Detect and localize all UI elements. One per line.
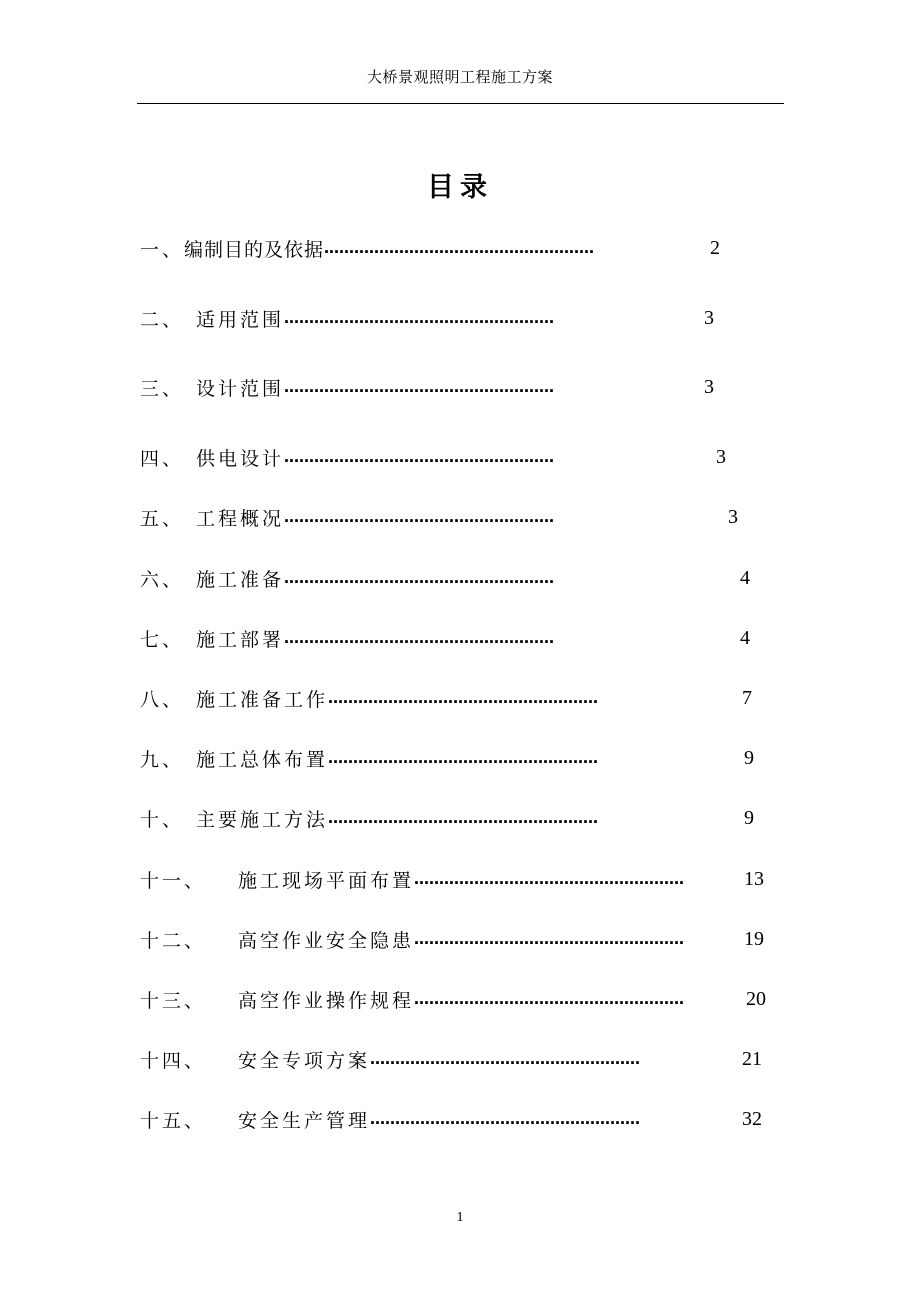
toc-dot-leader: ……………………………………………… [328, 749, 599, 767]
toc-entry-number: 十一、 [140, 869, 207, 892]
page-number: 1 [456, 1210, 464, 1225]
toc-entry-number: 四、 [140, 447, 185, 470]
toc-entry[interactable] [140, 562, 750, 594]
toc-dot-leader: ……………………………………………… [328, 809, 599, 827]
toc-entry[interactable] [140, 742, 754, 774]
toc-entry[interactable] [140, 983, 766, 1015]
toc-entry-page: 4 [740, 566, 750, 589]
toc-entry-title: 适用范围 [196, 308, 285, 331]
toc-entry-page: 3 [704, 306, 714, 329]
toc-entry-page: 13 [744, 867, 764, 890]
toc-entry-title: 施工准备工作 [196, 688, 329, 711]
toc-entry-page: 3 [728, 505, 738, 528]
toc-entry-title: 施工现场平面布置 [238, 869, 415, 892]
toc-entry-page: 4 [740, 626, 750, 649]
toc-entry-page: 20 [746, 987, 766, 1010]
toc-entry-number: 十二、 [140, 929, 207, 952]
toc-entry[interactable] [140, 802, 754, 834]
toc-entry-number: 二、 [140, 308, 185, 331]
toc-entry[interactable] [140, 1043, 762, 1075]
toc-entry[interactable] [140, 441, 726, 473]
toc-entry-title: 施工总体布置 [196, 748, 329, 771]
toc-entry-number: 八、 [140, 688, 185, 711]
toc-entry[interactable] [140, 622, 750, 654]
toc-entry-number: 十五、 [140, 1109, 207, 1132]
toc-entry-number: 六、 [140, 568, 185, 591]
toc-dot-leader: ……………………………………………… [328, 689, 599, 707]
toc-dot-leader: ……………………………………………… [284, 629, 555, 647]
toc-dot-leader: ……………………………………………… [284, 508, 555, 526]
toc-entry-page: 3 [716, 445, 726, 468]
toc-entry-title: 高空作业操作规程 [238, 989, 415, 1012]
toc-entry-number: 十、 [140, 808, 185, 831]
toc-entry-page: 21 [742, 1047, 762, 1070]
toc-dot-leader: ……………………………………………… [414, 870, 685, 888]
toc-dot-leader: ……………………………………………… [284, 448, 555, 466]
toc-entry-title: 安全专项方案 [238, 1049, 371, 1072]
toc-entry-title: 施工准备 [196, 568, 285, 591]
toc-dot-leader: ……………………………………………… [284, 378, 555, 396]
page-title: 目录 [427, 172, 493, 203]
toc-dot-leader: ……………………………………………… [284, 309, 555, 327]
toc-entry-title: 工程概况 [196, 507, 285, 530]
toc-entry-title: 主要施工方法 [196, 808, 329, 831]
toc-entry-number: 十三、 [140, 989, 207, 1012]
toc-entry-page: 32 [742, 1107, 762, 1130]
toc-entry-title: 编制目的及依据 [184, 238, 325, 261]
toc-entry-title: 供电设计 [196, 447, 285, 470]
toc-entry-number: 十四、 [140, 1049, 207, 1072]
toc-dot-leader: ……………………………………………… [370, 1110, 641, 1128]
toc-entry-title: 安全生产管理 [238, 1109, 371, 1132]
toc-entry[interactable] [140, 302, 714, 334]
toc-entry-number: 三、 [140, 377, 185, 400]
toc-dot-leader: ……………………………………………… [414, 930, 685, 948]
toc-entry-number: 一、 [140, 238, 185, 261]
toc-entry-page: 19 [744, 927, 764, 950]
toc-dot-leader: ……………………………………………… [324, 239, 595, 257]
toc-dot-leader: ……………………………………………… [414, 990, 685, 1008]
toc-entry-number: 九、 [140, 748, 185, 771]
toc-entry-title: 设计范围 [196, 377, 285, 400]
toc-entry-page: 7 [742, 686, 752, 709]
toc-entry[interactable] [140, 863, 764, 895]
toc-entry[interactable] [140, 682, 752, 714]
toc-entry-page: 3 [704, 375, 714, 398]
toc-entry-page: 2 [710, 236, 720, 259]
toc-dot-leader: ……………………………………………… [284, 569, 555, 587]
toc-entry[interactable] [140, 232, 720, 264]
toc-entry[interactable] [140, 923, 764, 955]
toc-entry-page: 9 [744, 806, 754, 829]
toc-dot-leader: ……………………………………………… [370, 1050, 641, 1068]
running-header: 大桥景观照明工程施工方案 [366, 68, 553, 86]
toc-entry-title: 高空作业安全隐患 [238, 929, 415, 952]
toc-entry[interactable] [140, 371, 714, 403]
toc-entry[interactable] [140, 1103, 762, 1135]
toc-entry[interactable] [140, 501, 738, 533]
toc-entry-number: 五、 [140, 507, 185, 530]
toc-entry-page: 9 [744, 746, 754, 769]
toc-entry-title: 施工部署 [196, 628, 285, 651]
toc-entry-number: 七、 [140, 628, 185, 651]
